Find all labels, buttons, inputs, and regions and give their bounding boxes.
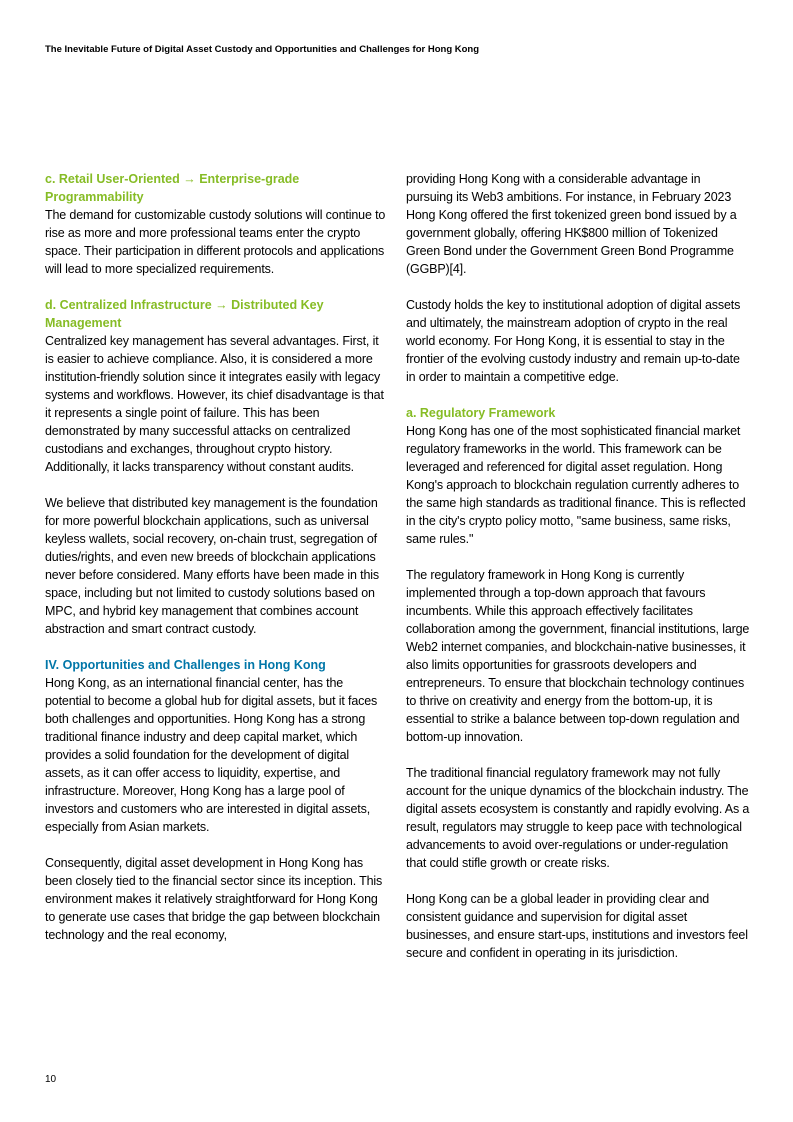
- paragraph-spacer: [45, 476, 389, 494]
- paragraph-spacer: [406, 872, 750, 890]
- paragraph-spacer: [406, 386, 750, 404]
- section-a-paragraph-4: Hong Kong can be a global leader in providing clear and consistent guidance and supervision for digital asset businesses, and ensure start-ups, institutions and investors feel secure and confident in operating in its jurisdiction.: [406, 892, 748, 960]
- section-c-paragraph: The demand for customizable custody solutions will continue to rise as more and more professional teams enter the crypto space. Their participation in different protocols and applications will lead to more specialized requirements.: [45, 208, 386, 276]
- paragraph-spacer: [406, 278, 750, 296]
- paragraph-spacer: [45, 278, 389, 296]
- section-c-heading: c. Retail User-Oriented → Enterprise-grade Programmability: [45, 172, 300, 204]
- section-iv-paragraph-2: Consequently, digital asset development in Hong Kong has been closely tied to the financial sector since its inception. This environment makes it relatively straightforward for Hong Kong to generate use cases that bridge the gap between blockchain technology and the real economy,: [45, 856, 383, 942]
- section-iv-heading: IV. Opportunities and Challenges in Hong Kong: [45, 658, 326, 672]
- paragraph-spacer: [406, 746, 750, 764]
- custody-paragraph: Custody holds the key to institutional adoption of digital assets and ultimately, the mainstream adoption of crypto in the real world economy. For Hong Kong, it is essential to stay in the frontier of the evolving custody industry and remain up-to-date in order to maintain a competitive edge.: [406, 298, 741, 384]
- section-a-paragraph-3: The traditional financial regulatory framework may not fully account for the unique dynamics of the blockchain industry. The digital assets ecosystem is constantly and rapidly evolving. As a result, regulators may struggle to keep pace with technological advancements to avoid over-regulations or under-regulation that could stifle growth or create risks.: [406, 766, 750, 870]
- section-a-paragraph-2: The regulatory framework in Hong Kong is currently implemented through a top-down approach that favours incumbents. While this approach effectively facilitates collaboration among the government, financial institutions, large Web2 internet companies, and blockchain-native businesses, it also limits opportunities for grassroots developers and entrepreneurs. To ensure that blockchain technology continues to thrive on creativity and energy from the bottom-up, it is essential to strike a balance between top-down regulation and bottom-up innovation.: [406, 568, 750, 744]
- section-iv-paragraph-1: Hong Kong, as an international financial center, has the potential to become a global hub for digital assets, but it faces both challenges and opportunities. Hong Kong has a strong traditional finance industry and deep capital market, which provides a solid foundation for the development of digital assets, as it can offer access to liquidity, expertise, and infrastructure. Moreover, Hong Kong has a large pool of investors and customers who are interested in digital assets, especially from Asian markets.: [45, 676, 378, 834]
- continuation-paragraph: providing Hong Kong with a considerable advantage in pursuing its Web3 ambitions. For instance, in February 2023 Hong Kong offered the first tokenized green bond issued by a government globally, offering HK$800 million of Tokenized Green Bond under the Government Green Bond Programme (GGBP)[4].: [406, 172, 737, 276]
- section-a-heading: a. Regulatory Framework: [406, 406, 556, 420]
- right-column: [406, 170, 750, 962]
- page-number: 10: [45, 1074, 57, 1085]
- paragraph-spacer: [406, 548, 750, 566]
- section-a-paragraph-1: Hong Kong has one of the most sophisticated financial market regulatory frameworks in the world. This framework can be leveraged and referenced for digital asset regulation. Hong Kong's approach to blockchain regulation currently adheres to the same high standards as traditional finance. This is reflected in the city's crypto policy motto, "same business, same risks, same rules.": [406, 424, 746, 546]
- section-d-heading: d. Centralized Infrastructure → Distributed Key Management: [45, 298, 324, 330]
- section-d-paragraph-2: We believe that distributed key management is the foundation for more powerful blockchain applications, such as universal keyless wallets, social recovery, on-chain trust, segregation of duties/rights, and even new breeds of blockchain applications never before considered. Many efforts have been made in this space, including but not limited to custody solutions based on MPC, and hybrid key management that combines account abstraction and smart contract custody.: [45, 496, 380, 636]
- paragraph-spacer: [45, 638, 389, 656]
- running-header-title: The Inevitable Future of Digital Asset Custody and Opportunities and Challenges for Hong Kong: [45, 44, 480, 55]
- left-column: [45, 170, 389, 944]
- section-d-paragraph-1: Centralized key management has several advantages. First, it is easier to achieve compliance. Also, it is considered a more institution-friendly solution since it integrates easily with legacy systems and workflows. However, its chief disadvantage is that it represents a single point of failure. This has been demonstrated by many successful attacks on centralized custodians and exchanges, throughout crypto history. Additionally, it lacks transparency without constant audits.: [45, 334, 384, 474]
- paragraph-spacer: [45, 836, 389, 854]
